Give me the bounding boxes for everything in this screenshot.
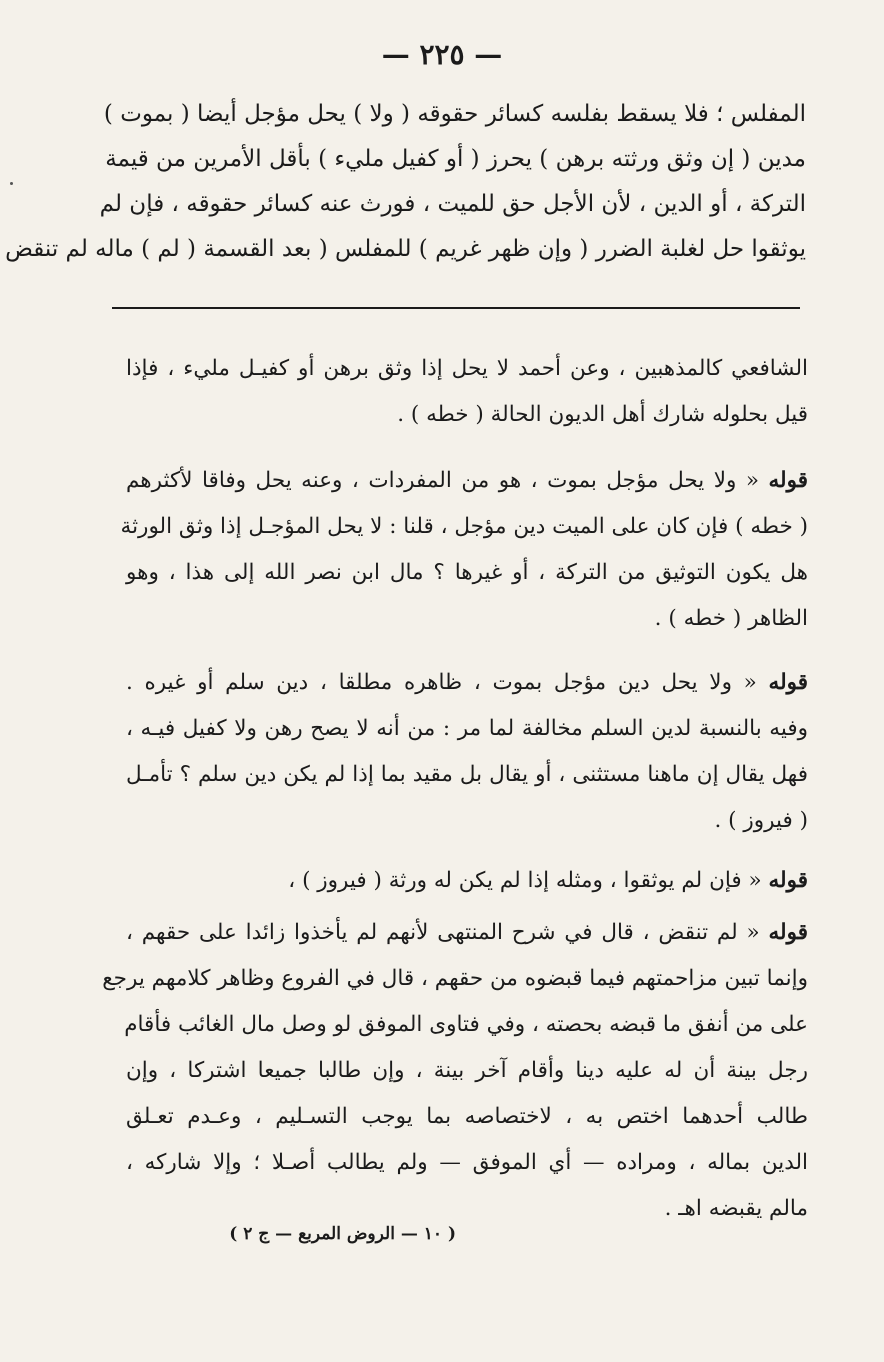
main-text-line: يوثقوا حل لغلبة الضرر ( وإن ظهر غريم ) للمفلس ( بعد القسمة ( لم ) ماله لم تنقض: [5, 236, 806, 262]
main-text-line: مدين ( إن وثق ورثته برهن ) يحرز ( أو كفيل مليء ) بأقل الأمرين من قيمة: [105, 146, 806, 172]
footnote-lam-tanqud: [102, 910, 808, 1232]
scan-speck: [10, 182, 13, 185]
footnote-lam-yuwaththiqu: [126, 858, 808, 904]
footnote-line: وإنما تبين مزاحمتهم فيما قبضوه من حقهم ، قال في الفروع وظاهر كلامهم يرجع: [102, 966, 808, 991]
footnote-mawt: [120, 458, 808, 642]
footnote-dayn-muajjal: [126, 660, 808, 844]
footnote-line: الظاهر ( خطه ) .: [654, 606, 808, 631]
footnote-line: على من أنفق ما قبضه بحصته ، وفي فتاوى الموفق لو وصل مال الغائب فأقام: [124, 1012, 808, 1037]
footnote-line: الشافعي كالمذهبين ، وعن أحمد لا يحل إذا وثق برهن أو كفيـل مليء ، فإذا: [126, 356, 808, 381]
footnote-text: « فإن لم يوثقوا ، ومثله إذا لم يكن له ورثة ( فيروز ) ،: [288, 868, 762, 893]
footnote-line: [126, 458, 808, 504]
page-number: — ٢٢٥ —: [381, 38, 503, 71]
footnote-line: هل يكون التوثيق من التركة ، أو غيرها ؟ مال ابن نصر الله إلى هذا ، وهو: [126, 560, 808, 585]
footnote-line: [126, 910, 808, 956]
footnote-line: الدين بماله ، ومراده — أي الموفق — ولم يطالب أصـلا ؛ وإلا شاركه ،: [126, 1150, 808, 1175]
footnote-keyword: قوله: [768, 468, 808, 493]
footnote-text: « ولا يحل مؤجل بموت ، هو من المفردات ، وعنه يحل وفاقا لأكثرهم: [126, 468, 760, 493]
footnote-line: طالب أحدهما اختص به ، لاختصاصه بما يوجب التسـليم ، وعـدم تعـلق: [126, 1104, 808, 1129]
footnote-text: « لم تنقض ، قال في شرح المنتهى لأنهم لم يأخذوا زائدا على حقهم ،: [126, 920, 760, 945]
footnote-line: ( خطه ) فإن كان على الميت دين مؤجل ، قلنا : لا يحل المؤجـل إذا وثق الورثة: [120, 514, 808, 539]
footnote-continuation: [126, 346, 808, 438]
footnote-line: ( فيروز ) .: [714, 808, 808, 833]
footnote-line: [126, 660, 808, 706]
footnote-line: رجل بينة أن له عليه دينا وأقام آخر بينة ، وإن طالبا جميعا اشتركا ، وإن: [126, 1058, 808, 1083]
footnote-line: فهل يقال إن ماهنا مستثنى ، أو يقال بل مقيد بما إذا لم يكن دين سلم ؟ تأمـل: [126, 762, 808, 787]
footnote-line: قيل بحلوله شارك أهل الديون الحالة ( خطه ) .: [397, 402, 808, 427]
main-text-line: المفلس ؛ فلا يسقط بفلسه كسائر حقوقه ( ولا ) يحل مؤجل أيضا ( بموت ): [103, 101, 806, 127]
footnote-line: [126, 858, 808, 904]
footnote-divider: [112, 307, 800, 309]
footnote-line: وفيه بالنسبة لدين السلم مخالفة لما مر : من أنه لا يصح رهن ولا كفيل فيـه ،: [126, 716, 808, 741]
signature-footer: ( ١٠ — الروض المربع — ج ٢ ): [229, 1224, 456, 1244]
footnote-keyword: قوله: [768, 868, 808, 893]
footnote-line: مالم يقبضه اهـ .: [664, 1196, 808, 1221]
footnote-keyword: قوله: [768, 670, 809, 695]
footnote-keyword: قوله: [768, 920, 808, 945]
footnote-text: « ولا يحل دين مؤجل بموت ، ظاهره مطلقا ، دين سلم أو غيره .: [126, 670, 757, 695]
main-text-line: التركة ، أو الدين ، لأن الأجل حق للميت ، فورث عنه كسائر حقوقه ، فإن لم: [99, 191, 806, 217]
main-text-block: [5, 92, 806, 272]
